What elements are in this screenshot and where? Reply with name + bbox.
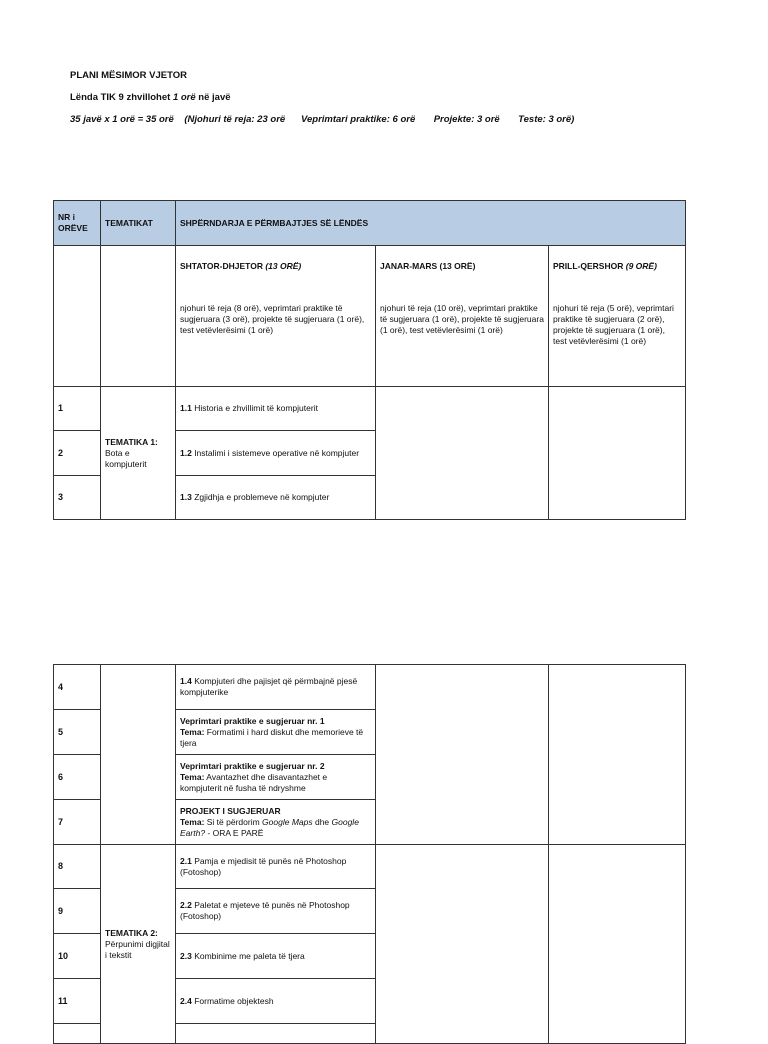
activity-cell bbox=[176, 710, 376, 755]
empty-cell bbox=[101, 246, 176, 387]
table-row bbox=[54, 387, 686, 431]
tema-italic-earth: Google Earth? bbox=[180, 816, 359, 838]
row-number: 7 bbox=[54, 800, 101, 845]
row-number: 10 bbox=[54, 934, 101, 979]
lesson-cell bbox=[176, 979, 376, 1024]
empty-cell bbox=[54, 1024, 101, 1044]
lesson-cell bbox=[176, 387, 376, 431]
month-hours: (13 ORË) bbox=[265, 261, 302, 271]
tema-text: Si të përdorim bbox=[204, 816, 263, 827]
empty-cell bbox=[101, 665, 176, 845]
tema-italic-maps: Google Maps bbox=[262, 816, 313, 827]
activity-title: Veprimtari praktike e sugjeruar nr. 2 bbox=[180, 760, 325, 771]
table-header-row bbox=[54, 201, 686, 246]
theme-title: TEMATIKA 1: bbox=[105, 436, 158, 447]
lesson-code: 2.2 bbox=[180, 900, 192, 910]
empty-cell bbox=[54, 246, 101, 387]
lesson-cell bbox=[176, 845, 376, 889]
lesson-code: 2.4 bbox=[180, 995, 192, 1006]
plan-table-bottom bbox=[53, 664, 686, 1044]
lesson-cell bbox=[176, 889, 376, 934]
month-hours: (9 ORË) bbox=[625, 261, 657, 271]
lesson-code: 1.1 bbox=[180, 403, 192, 413]
subject-line bbox=[70, 92, 231, 103]
months-row bbox=[54, 246, 686, 387]
row-number: 6 bbox=[54, 755, 101, 800]
document-title: PLANI MËSIMOR VJETOR bbox=[70, 70, 188, 81]
theme-cell-2 bbox=[101, 845, 176, 1044]
lesson-code: 1.2 bbox=[180, 447, 192, 458]
subject-prefix: Lënda TIK 9 zhvillohet bbox=[70, 92, 173, 103]
month-desc-2: njohuri të reja (10 orë), veprimtari praktike të sugjeruara (1 orë), projekte të sugjeruara (1 orë), test vetëvlerësimi (1 orë) bbox=[380, 303, 544, 335]
table-row bbox=[54, 845, 686, 889]
tema-text: - ORA E PARË bbox=[205, 827, 264, 838]
lesson-code: 2.1 bbox=[180, 855, 192, 866]
lesson-text: Kompjuteri dhe pajisjet që përmbajnë pjesë kompjuterike bbox=[180, 676, 358, 697]
theme-name: Bota e kompjuterit bbox=[105, 447, 147, 469]
lesson-text: Kombinime me paleta të tjera bbox=[191, 950, 305, 961]
lesson-text: Instalimi i sistemeve operative në kompjuter bbox=[191, 447, 360, 458]
empty-cell bbox=[176, 1024, 376, 1044]
row-number: 9 bbox=[54, 889, 101, 934]
empty-cell bbox=[376, 845, 549, 1044]
lesson-cell bbox=[176, 476, 376, 520]
tema-text: Formatimi i hard diskut dhe memorieve të tjera bbox=[180, 726, 364, 748]
activity-cell bbox=[176, 755, 376, 800]
col-header-nr: NR i ORËVE bbox=[54, 201, 101, 246]
plan-table-top bbox=[53, 200, 686, 520]
empty-cell bbox=[376, 665, 549, 845]
theme-title: TEMATIKA 2: bbox=[105, 927, 158, 938]
lesson-text: Pamja e mjedisit të punës në Photoshop (Fotoshop) bbox=[180, 855, 347, 877]
empty-cell bbox=[549, 845, 686, 1044]
month-desc-3: njohuri të reja (5 orë), veprimtari praktike të sugjeruara (2 orë), projekte të sugjeruara (1 orë), test vetëvlerësimi (1 orë) bbox=[553, 303, 674, 346]
empty-cell bbox=[549, 387, 686, 520]
lesson-text: Formatime objektesh bbox=[191, 995, 274, 1006]
tema-text: dhe bbox=[312, 816, 332, 827]
lesson-code: 2.3 bbox=[180, 950, 192, 961]
lesson-text: Zgjidhja e problemeve në kompjuter bbox=[191, 492, 330, 502]
lesson-cell bbox=[176, 431, 376, 476]
row-number: 5 bbox=[54, 710, 101, 755]
month-title-3 bbox=[553, 261, 681, 272]
theme-name: Përpunimi digjital i tekstit bbox=[105, 938, 170, 960]
project-title: PROJEKT I SUGJERUAR bbox=[180, 805, 281, 816]
col-header-content: SHPËRNDARJA E PËRMBAJTJES SË LËNDËS bbox=[176, 201, 686, 246]
row-number: 1 bbox=[54, 387, 101, 431]
row-number: 11 bbox=[54, 979, 101, 1024]
col-header-theme: TEMATIKAT bbox=[101, 201, 176, 246]
lesson-cell bbox=[176, 934, 376, 979]
month-title-text: SHTATOR-DHJETOR bbox=[180, 261, 266, 271]
lesson-text: Historia e zhvillimit të kompjuterit bbox=[191, 403, 318, 413]
empty-cell bbox=[549, 665, 686, 845]
row-number: 8 bbox=[54, 845, 101, 889]
month-title-1 bbox=[180, 261, 371, 272]
lesson-code: 1.4 bbox=[180, 676, 192, 686]
month-title-2: JANAR-MARS (13 ORË) bbox=[380, 261, 476, 271]
tema-label: Tema: bbox=[180, 726, 205, 737]
lesson-code: 1.3 bbox=[180, 492, 192, 502]
lesson-text: Paletat e mjeteve të punës në Photoshop (Fotoshop) bbox=[180, 900, 350, 921]
tema-label: Tema: bbox=[180, 816, 205, 827]
row-number: 4 bbox=[54, 665, 101, 710]
hours-summary: 35 javë x 1 orë = 35 orë (Njohuri të reja: 23 orë Veprimtari praktike: 6 orë Projekte: 3 orë Teste: 3 orë) bbox=[70, 114, 575, 125]
project-cell bbox=[176, 800, 376, 845]
row-number: 3 bbox=[54, 476, 101, 520]
tema-text: Avantazhet dhe disavantazhet e kompjuterit në fusha të ndryshme bbox=[180, 771, 328, 793]
empty-cell bbox=[376, 387, 549, 520]
subject-hours: 1 orë bbox=[172, 92, 196, 103]
theme-cell-1 bbox=[101, 387, 176, 520]
activity-title: Veprimtari praktike e sugjeruar nr. 1 bbox=[180, 715, 325, 726]
subject-suffix: në javë bbox=[195, 92, 231, 103]
month-desc-1: njohuri të reja (8 orë), veprimtari praktike të sugjeruara (3 orë), projekte të sugjeruara (1 orë), test vetëvlerësimi (1 orë) bbox=[180, 303, 365, 335]
month-cell-3 bbox=[549, 246, 686, 387]
month-title-text: PRILL-QERSHOR bbox=[553, 261, 626, 271]
tema-label: Tema: bbox=[180, 771, 205, 782]
row-number: 2 bbox=[54, 431, 101, 476]
lesson-cell bbox=[176, 665, 376, 710]
month-cell-2 bbox=[376, 246, 549, 387]
month-cell-1 bbox=[176, 246, 376, 387]
table-row bbox=[54, 665, 686, 710]
